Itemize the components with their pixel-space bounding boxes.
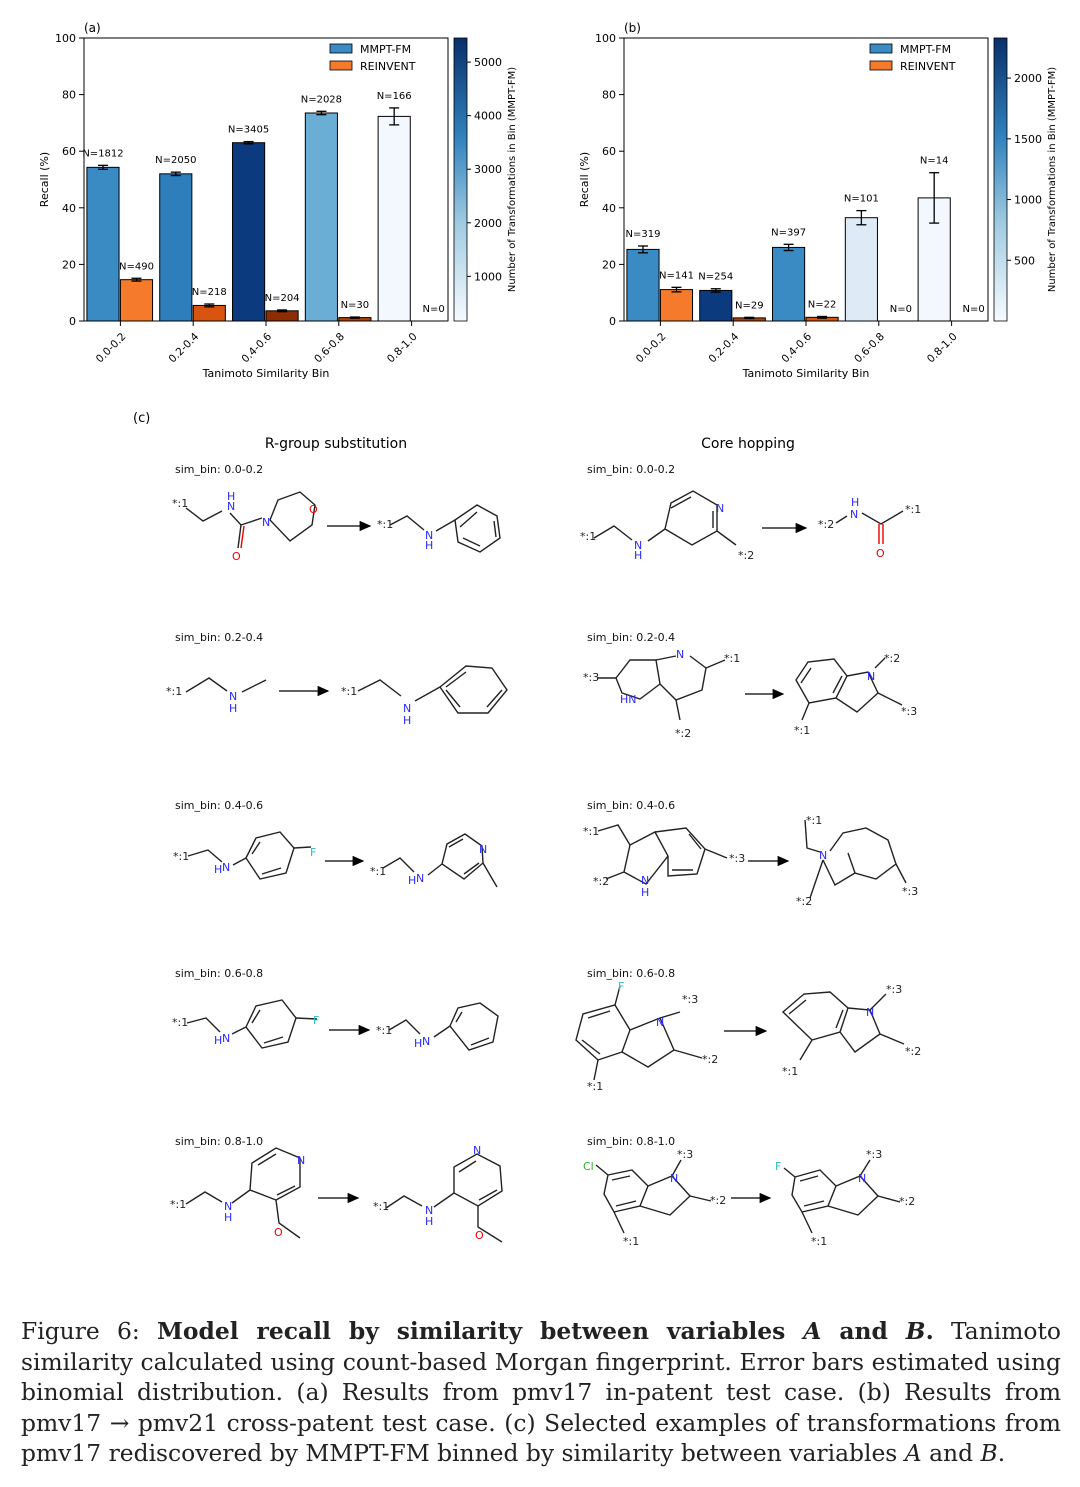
atom-dummy-1: *:1: [587, 1080, 604, 1093]
atom-nitrogen: N: [634, 539, 643, 552]
atom-hydrogen: H: [227, 490, 236, 503]
atom-nitrogen: N: [297, 1154, 306, 1167]
atom-nitrogen: N: [422, 1035, 431, 1048]
atom-dummy-3: *:3: [583, 671, 600, 684]
bar-count-label: N=1812: [82, 148, 124, 160]
caption-prefix: Figure 6:: [21, 1317, 140, 1345]
atom-hydrogen: H: [214, 1034, 223, 1047]
colorbar-tick-label: 500: [1014, 254, 1035, 268]
row-label-right-2: sim_bin: 0.2-0.4: [587, 631, 676, 644]
atom-nitrogen: N: [866, 1006, 875, 1019]
bar-mmpt-fm: [233, 143, 265, 321]
atom-hydrogen: H: [641, 886, 650, 899]
atom-dummy-1: *:1: [172, 1016, 189, 1029]
bar-mmpt-fm: [305, 113, 337, 321]
atom-nitrogen: N: [403, 702, 412, 715]
colorbar-tick-label: 1000: [474, 270, 502, 284]
molecule-row3-left-product: [383, 834, 497, 887]
atom-nitrogen: N: [416, 872, 425, 885]
y-tick-label: 60: [602, 145, 616, 159]
colorbar: [454, 38, 467, 321]
atom-nitrogen: N: [222, 861, 231, 874]
y-tick-label: 40: [602, 201, 616, 215]
atom-oxygen: O: [232, 550, 241, 563]
y-tick-label: 20: [602, 258, 616, 272]
y-tick-label: 0: [69, 315, 76, 328]
x-tick-label: 0.2-0.4: [166, 330, 202, 366]
row-label-left-4: sim_bin: 0.6-0.8: [175, 967, 264, 980]
colorbar-tick-label: 2000: [474, 216, 502, 230]
y-axis-label: Recall (%): [38, 151, 51, 208]
caption-period: .: [997, 1439, 1006, 1468]
atom-hydrogen: H: [414, 1037, 423, 1050]
colorbar-tick-label: 2000: [1014, 72, 1042, 86]
atom-dummy-1: *:1: [373, 1200, 390, 1213]
atom-dummy-1: *:1: [377, 518, 394, 531]
atom-hydrogen: H: [425, 539, 434, 552]
molecule-row2-left-product: [358, 666, 507, 713]
atom-dummy-2: *:2: [593, 875, 610, 888]
molecule-row1-right-product: [836, 511, 903, 544]
column-title-r-group: R-group substitution: [264, 436, 408, 452]
legend-label: MMPT-FM: [360, 43, 412, 56]
molecule-row2-right-reactant: [597, 656, 725, 720]
y-tick-label: 80: [62, 88, 76, 102]
colorbar-tick-label: 4000: [474, 109, 502, 123]
y-tick-label: 80: [602, 88, 616, 102]
atom-dummy-1: *:1: [811, 1235, 828, 1248]
atom-dummy-2: *:2: [738, 549, 755, 562]
molecule-row2-left-reactant: [186, 678, 266, 692]
panel-label: (a): [84, 21, 101, 35]
bar-mmpt-fm: [773, 247, 805, 321]
molecule-row1-left-reactant: [186, 492, 315, 548]
x-tick-label: 0.0-0.2: [93, 330, 129, 366]
colorbar-tick-label: 5000: [474, 56, 502, 70]
atom-chlorine: Cl: [583, 1160, 594, 1173]
molecule-row5-left-product: [386, 1154, 502, 1242]
atom-dummy-1: *:1: [806, 814, 823, 827]
y-tick-label: 100: [595, 32, 616, 45]
atom-dummy-1: *:1: [170, 1198, 187, 1211]
atom-oxygen: O: [876, 547, 885, 560]
atom-dummy-1: *:1: [166, 685, 183, 698]
row-label-left-3: sim_bin: 0.4-0.6: [175, 799, 264, 812]
atom-dummy-1: *:1: [794, 724, 811, 737]
atom-hydrogen: H: [851, 496, 860, 509]
atom-nitrogen: N: [222, 1032, 231, 1045]
caption-and: and: [929, 1439, 974, 1468]
atom-hydrogen: H: [425, 1215, 434, 1228]
bar-mmpt-fm: [87, 167, 119, 321]
atom-hydrogen: H: [403, 714, 412, 727]
legend-swatch: [330, 61, 352, 70]
bar-mmpt-fm: [627, 249, 659, 321]
molecule-row3-right-reactant: [598, 825, 727, 884]
bar-count-label: N=30: [340, 300, 370, 312]
bar-count-label: N=29: [734, 300, 764, 312]
bar-count-label: N=0: [422, 304, 445, 315]
atom-dummy-1: *:1: [370, 865, 387, 878]
bar-count-label: N=2028: [300, 94, 343, 106]
y-tick-label: 60: [62, 145, 76, 159]
atom-dummy-3: *:3: [866, 1148, 883, 1161]
atom-nitrogen: N: [473, 1144, 482, 1157]
bar-count-label: N=397: [771, 227, 807, 239]
atom-dummy-3: *:3: [902, 885, 919, 898]
atom-dummy-2: *:2: [702, 1053, 719, 1066]
atom-nitrogen: N: [425, 529, 434, 542]
atom-hydrogen: H: [224, 1211, 233, 1224]
legend-swatch: [330, 44, 352, 53]
atom-nitrogen: N: [262, 516, 271, 529]
atom-nitrogen: N: [716, 502, 725, 515]
column-title-core-hopping: Core hopping: [701, 436, 795, 452]
y-tick-label: 40: [62, 201, 76, 215]
caption-body: Tanimoto similarity calculated using count-based Morgan fingerprint. Error bars estimated using binomial distribution. (a) Results from pmv17 in-patent test case. (b) Results from pmv17 → pmv21 cross-patent test case. (c) Selected examples of transformations from pmv17 rediscovered by MMPT-FM binned by similarity between variables: [21, 1317, 1061, 1468]
atom-dummy-1: *:1: [583, 825, 600, 838]
atom-dummy-3: *:3: [886, 983, 903, 996]
x-tick-label: 0.4-0.6: [779, 330, 815, 366]
x-tick-label: 0.6-0.8: [852, 330, 887, 366]
atom-dummy-2: *:2: [675, 727, 692, 740]
row-label-left-5: sim_bin: 0.8-1.0: [175, 1135, 264, 1148]
caption-var-b: B: [980, 1439, 998, 1468]
atom-dummy-2: *:2: [884, 652, 901, 665]
atom-nitrogen: N: [224, 1200, 233, 1213]
atom-nitrogen: N: [229, 690, 238, 703]
panel-c-molecule-grid: [0, 400, 1080, 1300]
molecule-row4-right-product: [783, 992, 904, 1060]
bar-count-label: N=22: [807, 299, 837, 311]
atom-dummy-3: *:3: [682, 993, 699, 1006]
atom-oxygen: O: [475, 1229, 484, 1242]
legend-swatch: [870, 44, 892, 53]
atom-dummy-2: *:2: [899, 1195, 916, 1208]
atom-fluorine: F: [618, 980, 625, 993]
bar-count-label: N=101: [843, 193, 879, 205]
atom-fluorine: F: [310, 846, 317, 859]
bar-mmpt-fm: [845, 218, 877, 321]
atom-nitrogen: N: [867, 670, 876, 683]
atom-oxygen: O: [274, 1226, 283, 1239]
bar-count-label: N=0: [962, 304, 985, 315]
bar-count-label: N=141: [658, 270, 694, 282]
atom-hydrogen: H: [408, 874, 417, 887]
atom-dummy-1: *:1: [172, 497, 189, 510]
panel-c-label: (c): [133, 411, 151, 426]
row-label-right-3: sim_bin: 0.4-0.6: [587, 799, 676, 812]
bar-count-label: N=490: [118, 261, 154, 273]
atom-dummy-2: *:2: [818, 518, 835, 531]
legend-swatch: [870, 61, 892, 70]
bar-count-label: N=2050: [155, 155, 197, 167]
colorbar-tick-label: 1000: [1014, 193, 1042, 207]
legend-label: MMPT-FM: [900, 43, 952, 56]
x-tick-label: 0.8-1.0: [384, 330, 420, 366]
atom-dummy-1: *:1: [905, 503, 922, 516]
row-label-right-1: sim_bin: 0.0-0.2: [587, 463, 676, 476]
x-tick-label: 0.8-1.0: [924, 330, 960, 366]
molecule-row5-right-product: [784, 1160, 900, 1233]
legend-label: REINVENT: [360, 60, 416, 73]
atom-oxygen: O: [309, 503, 318, 516]
y-axis-label: Recall (%): [578, 151, 591, 208]
panel-label: (b): [624, 21, 641, 35]
y-tick-label: 100: [55, 32, 76, 45]
atom-dummy-2: *:2: [710, 1194, 727, 1207]
colorbar-label: Number of Transformations in Bin (MMPT-FM): [1047, 66, 1058, 293]
bar-mmpt-fm: [378, 116, 410, 321]
atom-hn: HN: [620, 693, 637, 706]
atom-nitrogen: N: [641, 874, 650, 887]
atom-nitrogen: N: [819, 849, 828, 862]
caption-var-a: A: [904, 1439, 922, 1468]
x-tick-label: 0.4-0.6: [239, 330, 275, 366]
atom-nitrogen: N: [670, 1172, 679, 1185]
x-axis-label: Tanimoto Similarity Bin: [742, 367, 870, 380]
x-axis-label: Tanimoto Similarity Bin: [202, 367, 330, 380]
colorbar: [994, 38, 1007, 321]
molecule-row3-left-reactant: [188, 832, 311, 879]
x-tick-label: 0.6-0.8: [312, 330, 347, 366]
chart-b: [540, 0, 1080, 400]
atom-dummy-1: *:1: [623, 1235, 640, 1248]
molecule-row1-left-product: [390, 505, 500, 552]
atom-nitrogen: N: [479, 843, 488, 856]
row-label-left-1: sim_bin: 0.0-0.2: [175, 463, 264, 476]
atom-dummy-1: *:1: [341, 685, 358, 698]
atom-dummy-3: *:3: [901, 705, 918, 718]
bar-count-label: N=218: [191, 287, 227, 299]
molecule-row4-left-reactant: [187, 1000, 320, 1048]
atom-fluorine: F: [313, 1014, 320, 1027]
molecule-row1-right-reactant: [594, 491, 736, 545]
bar-count-label: N=166: [376, 90, 412, 102]
y-tick-label: 0: [609, 315, 616, 328]
row-label-right-4: sim_bin: 0.6-0.8: [587, 967, 676, 980]
atom-dummy-3: *:3: [729, 852, 746, 865]
molecule-row5-right-reactant: [596, 1160, 711, 1233]
row-label-right-5: sim_bin: 0.8-1.0: [587, 1135, 676, 1148]
atom-nitrogen: N: [850, 508, 859, 521]
atom-dummy-3: *:3: [677, 1148, 694, 1161]
atom-nitrogen: N: [227, 500, 236, 513]
atom-hydrogen: H: [214, 863, 223, 876]
bar-reinvent: [660, 290, 692, 321]
atom-dummy-1: *:1: [782, 1065, 799, 1078]
molecule-row5-left-reactant: [186, 1148, 300, 1238]
bar-reinvent: [120, 280, 152, 321]
atom-dummy-1: *:1: [724, 652, 741, 665]
colorbar-tick-label: 3000: [474, 163, 502, 177]
atom-nitrogen: N: [858, 1172, 867, 1185]
atom-dummy-2: *:2: [796, 895, 813, 908]
x-tick-label: 0.2-0.4: [706, 330, 742, 366]
bar-reinvent: [266, 311, 298, 321]
figure-caption: [21, 1316, 1061, 1469]
atom-dummy-1: *:1: [580, 530, 597, 543]
bar-count-label: N=0: [889, 304, 912, 315]
bar-reinvent: [193, 305, 225, 321]
atom-dummy-1: *:1: [173, 850, 190, 863]
atom-fluorine: F: [775, 1160, 782, 1173]
atom-nitrogen: N: [656, 1016, 665, 1029]
atom-dummy-1: *:1: [376, 1024, 393, 1037]
colorbar-label: Number of Transformations in Bin (MMPT-FM): [507, 66, 518, 293]
atom-nitrogen: N: [676, 648, 685, 661]
bar-count-label: N=319: [625, 229, 661, 241]
molecule-row4-left-product: [389, 1003, 498, 1050]
row-label-left-2: sim_bin: 0.2-0.4: [175, 631, 264, 644]
atom-dummy-2: *:2: [905, 1045, 922, 1058]
bar-count-label: N=204: [264, 292, 300, 304]
colorbar-tick-label: 1500: [1014, 132, 1042, 146]
atom-nitrogen: N: [425, 1204, 434, 1217]
molecule-row2-right-product: [796, 658, 902, 720]
bar-mmpt-fm: [700, 290, 732, 321]
bar-count-label: N=254: [698, 271, 734, 283]
chart-a: [0, 0, 540, 400]
caption-title: Model recall by similarity between variables A and B.: [157, 1317, 934, 1345]
x-tick-label: 0.0-0.2: [633, 330, 669, 366]
atom-hydrogen: H: [634, 549, 643, 562]
y-tick-label: 20: [62, 258, 76, 272]
bar-count-label: N=14: [919, 155, 949, 167]
bar-count-label: N=3405: [227, 124, 270, 136]
atom-hydrogen: H: [229, 702, 238, 715]
legend-label: REINVENT: [900, 60, 956, 73]
bar-mmpt-fm: [160, 174, 192, 321]
